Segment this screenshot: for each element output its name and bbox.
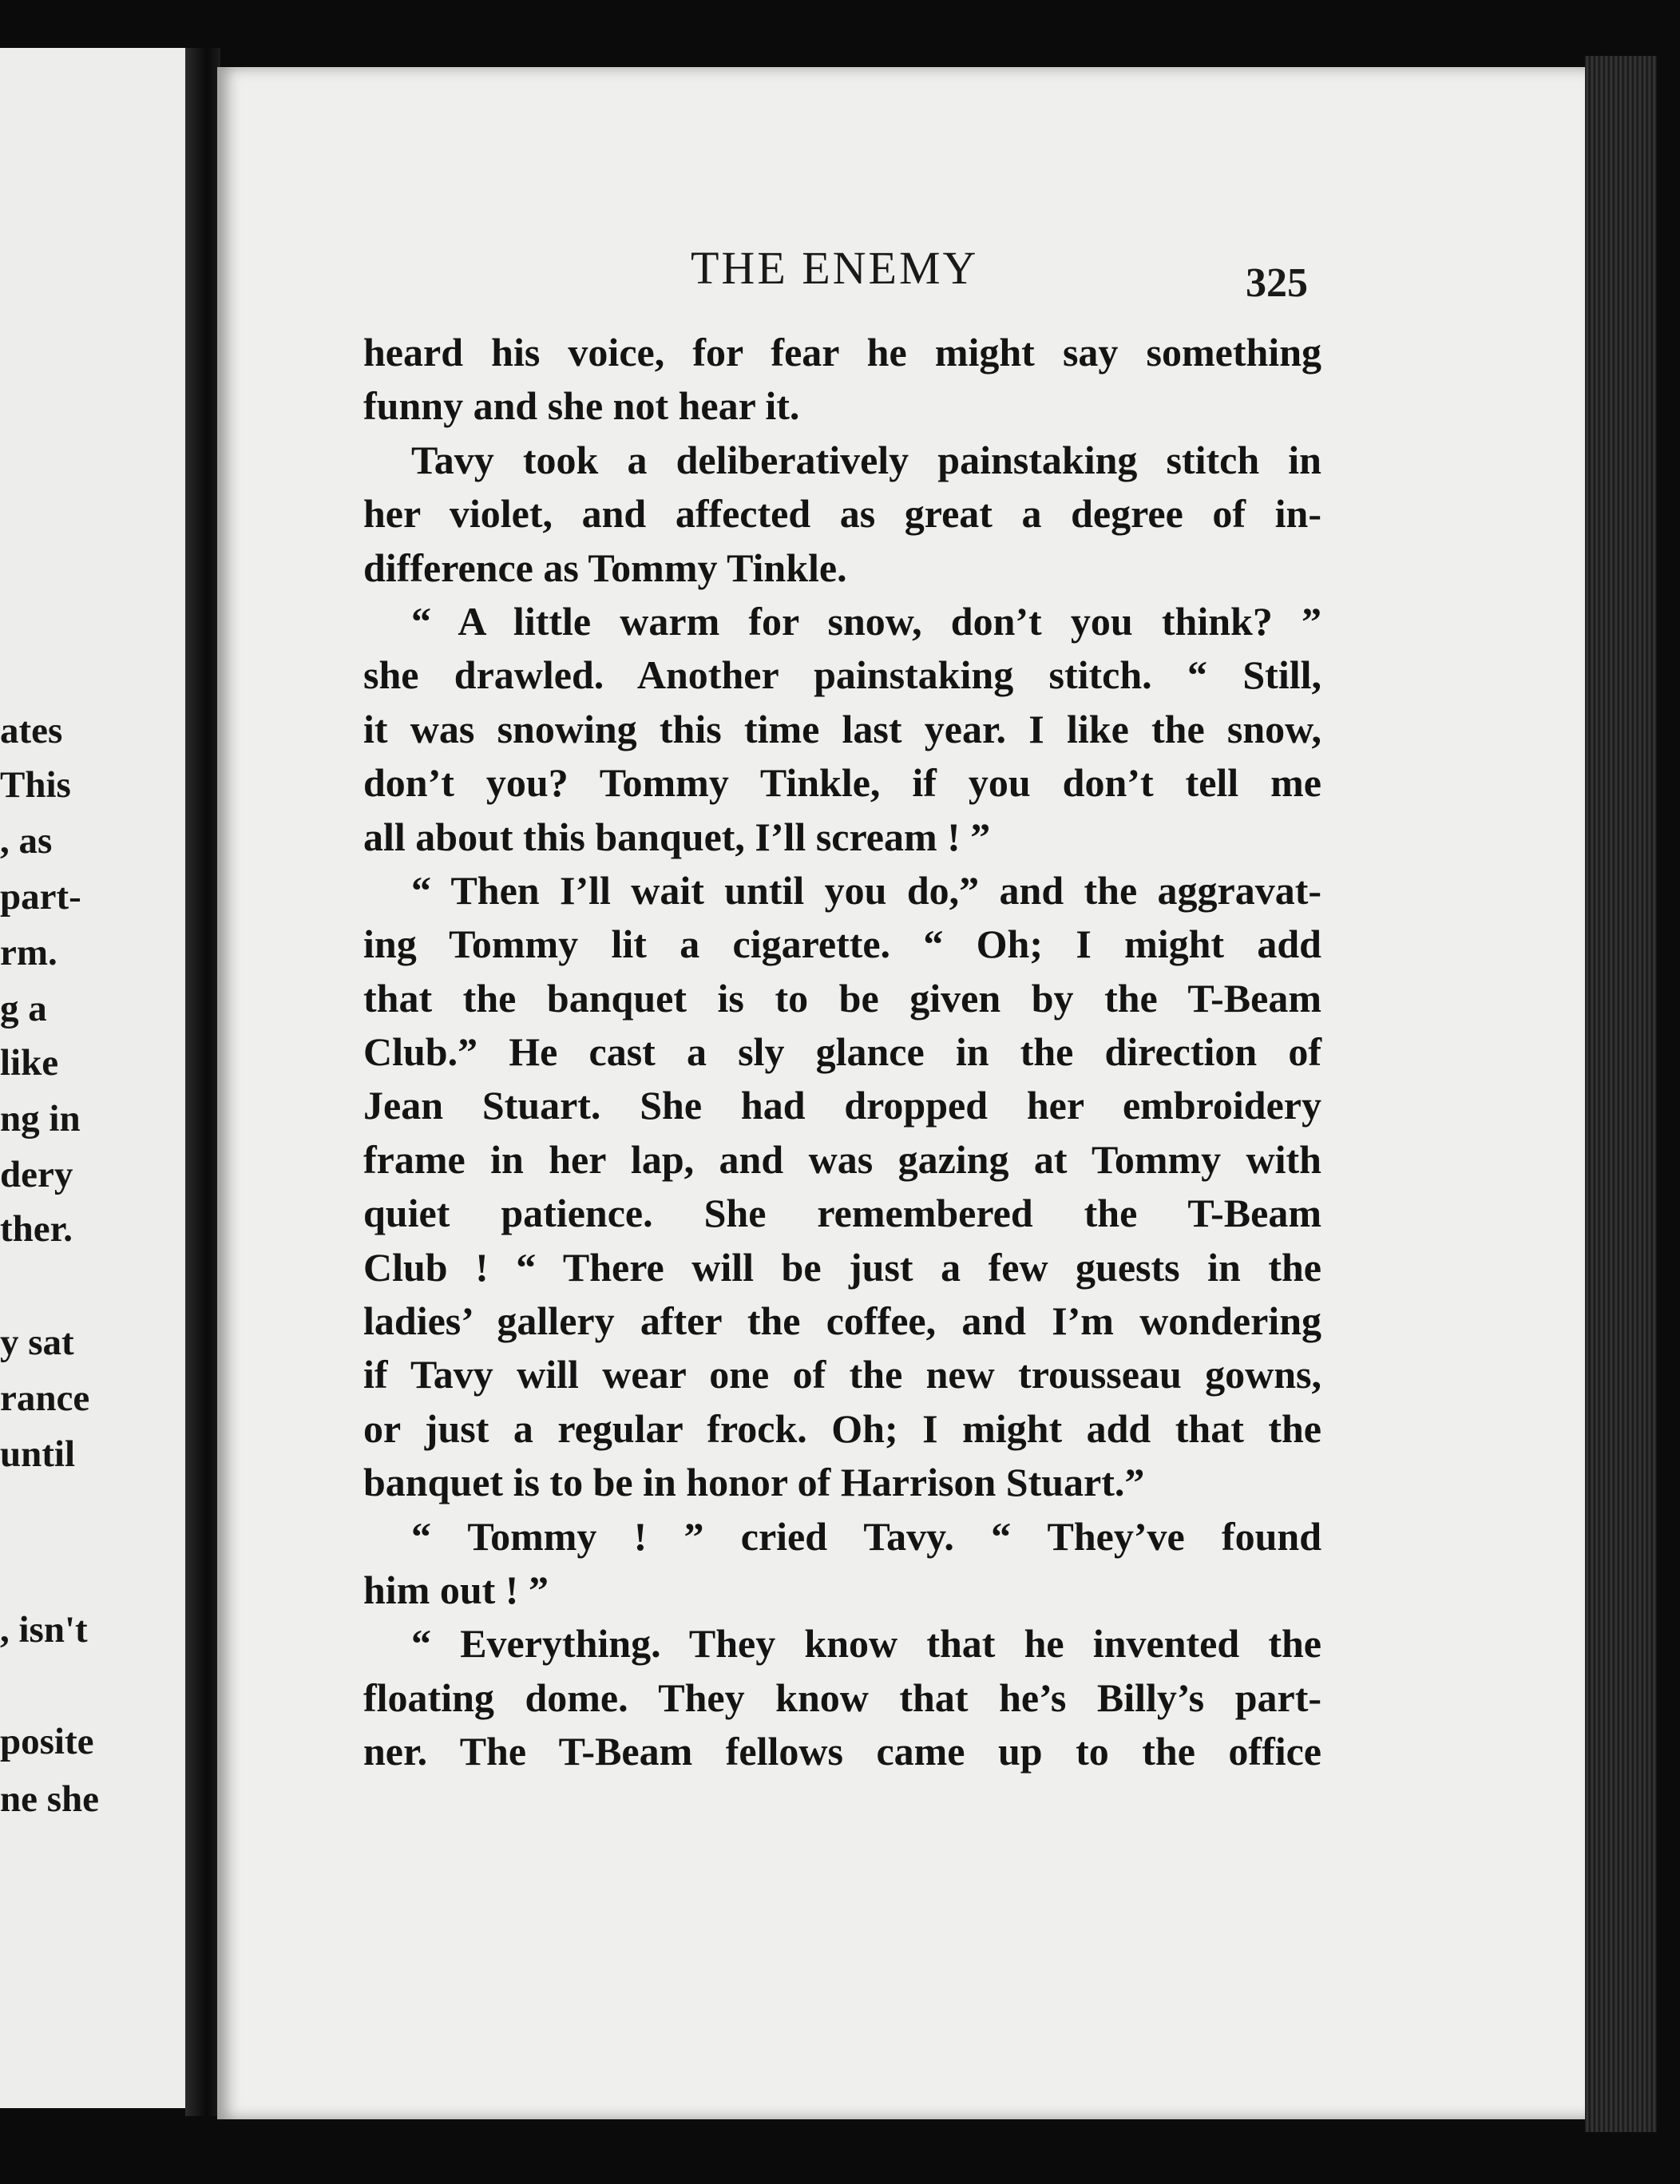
left-page-line: rm.	[0, 932, 57, 973]
text-line: or just a regular frock. Oh; I might add that the	[363, 1405, 1321, 1451]
page-number: 325	[1246, 260, 1308, 306]
left-page-line: , isn't	[0, 1609, 88, 1651]
left-page-line: This	[0, 764, 71, 806]
text-line: him out ! ”	[363, 1567, 549, 1612]
left-page-line: ates	[0, 710, 63, 751]
text-line: “ Everything. They know that he invented the	[411, 1621, 1321, 1667]
text-line: ner. The T-Beam fellows came up to the office	[363, 1729, 1321, 1774]
left-page-line: dery	[0, 1154, 73, 1195]
page-edge	[1585, 56, 1657, 2132]
text-line: difference as Tommy Tinkle.	[363, 545, 847, 590]
text-line: if Tavy will wear one of the new trousseau gowns,	[363, 1352, 1321, 1397]
left-page-line: like	[0, 1042, 59, 1084]
left-page-line: g a	[0, 988, 47, 1029]
text-line: floating dome. They know that he’s Billy’s part-	[363, 1675, 1321, 1720]
text-line: “ A little warm for snow, don’t you think? ”	[411, 598, 1321, 644]
left-page-line: rance	[0, 1377, 90, 1419]
book-gutter	[185, 48, 220, 2116]
text-line: “ Then I’ll wait until you do,” and the aggravat-	[411, 867, 1321, 913]
text-line: ing Tommy lit a cigarette. “ Oh; I might add	[363, 922, 1321, 967]
text-line: it was snowing this time last year. I like the snow,	[363, 706, 1321, 751]
left-page-line: , as	[0, 820, 53, 862]
text-line: her violet, and affected as great a degree of in-	[363, 491, 1321, 537]
running-head: THE ENEMY	[691, 242, 979, 294]
left-page-line: posite	[0, 1721, 94, 1762]
text-line: heard his voice, for fear he might say something	[363, 330, 1321, 375]
text-line: Club ! “ There will be just a few guests in the	[363, 1244, 1321, 1290]
text-line: “ Tommy ! ” cried Tavy. “ They’ve found	[411, 1513, 1321, 1559]
left-page-line: until	[0, 1433, 76, 1475]
text-line: quiet patience. She remembered the T-Beam	[363, 1191, 1321, 1236]
text-line: Club.” He cast a sly glance in the direction of	[363, 1029, 1321, 1075]
left-page-line: y sat	[0, 1322, 74, 1363]
text-line: Tavy took a deliberatively painstaking stitch in	[411, 437, 1321, 482]
left-page-line: ther.	[0, 1208, 73, 1250]
left-page-line: ne she	[0, 1778, 100, 1820]
text-line: frame in her lap, and was gazing at Tommy with	[363, 1136, 1321, 1182]
text-line: don’t you? Tommy Tinkle, if you don’t tell me	[363, 760, 1321, 806]
text-line: banquet is to be in honor of Harrison Stuart.”	[363, 1460, 1145, 1505]
text-line: ladies’ gallery after the coffee, and I’m wondering	[363, 1298, 1321, 1344]
left-page-line: part-	[0, 876, 81, 918]
left-page-line: ng in	[0, 1098, 81, 1140]
left-facing-page	[0, 48, 192, 2108]
text-line: funny and she not hear it.	[363, 383, 800, 429]
body-text	[363, 326, 1321, 1779]
text-line: Jean Stuart. She had dropped her embroidery	[363, 1083, 1321, 1128]
text-line: she drawled. Another painstaking stitch. “ Still,	[363, 652, 1321, 698]
text-line: all about this banquet, I’ll scream ! ”	[363, 814, 991, 859]
text-line: that the banquet is to be given by the T-Beam	[363, 975, 1321, 1021]
